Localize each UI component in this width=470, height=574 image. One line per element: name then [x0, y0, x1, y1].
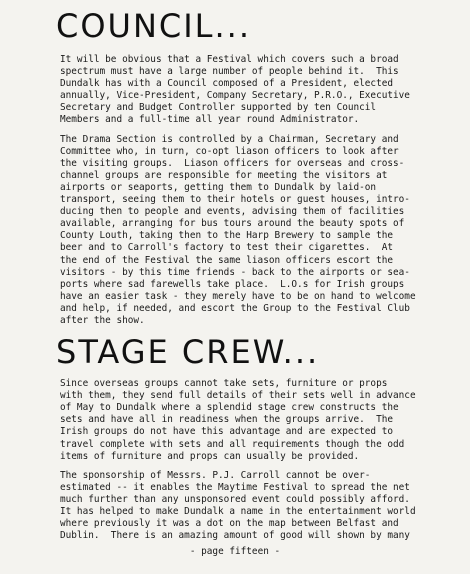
stage-crew-paragraph-1: Since overseas groups cannot take sets, furniture or props with them, they send full details of their sets well in advance of May to Dundalk where a splendid stage crew constructs the sets and have all in readiness when the groups arrive. The Irish groups do not have this advantage and are expected to travel complete with sets and all requirements though the odd items of furniture and props can usually be provided.: [60, 378, 416, 462]
page-number-footer: - page fifteen -: [189, 546, 281, 557]
council-paragraph-1: It will be obvious that a Festival which covers such a broad spectrum must have a large number of people behind it. This Dundalk has with a Council composed of a President, elected annually, Vice-President, Company Secretary, P.R.O., Executive Secretary and Budget Controller supported by ten Council Members and a full-time all year round Administrator.: [60, 54, 410, 126]
council-paragraph-2: The Drama Section is controlled by a Chairman, Secretary and Committee who, in turn, co-opt liason officers to look after the visiting groups. Liason officers for overseas and cross- channel groups are responsible for meeting the visitors at airports or seaports, getting them to Dundalk by laid-on transport, seeing them to their hotels or guest houses, intro- ducing then to people and events, advising them of facilities available, arranging for bus tours around the beauty spots of County Louth, taking then to the Harp Brewery to sample the beer and to Carroll's factory to test their cigarettes. At the end of the Festival the same liason officers escort the visitors - by this time friends - back to the airports or sea- ports where sad farewells take place. L.O.s for Irish groups have an easier task - they merely have to be on hand to welcome and help, if needed, and escort the Group to the Festival Club after the show.: [60, 133, 416, 326]
stage-crew-paragraph-2: The sponsorship of Messrs. P.J. Carroll cannot be over- estimated -- it enables the Maytime Festival to spread the net much further than any unsponsored event could possibly afford. It has helped to make Dundalk a name in the entertainment world where previously it was a dot on the map between Belfast and Dublin. There is an amazing amount of good will shown by many: [60, 469, 416, 542]
council-heading: COUNCIL...: [56, 7, 252, 45]
stage-crew-heading: STAGE CREW...: [56, 333, 320, 372]
